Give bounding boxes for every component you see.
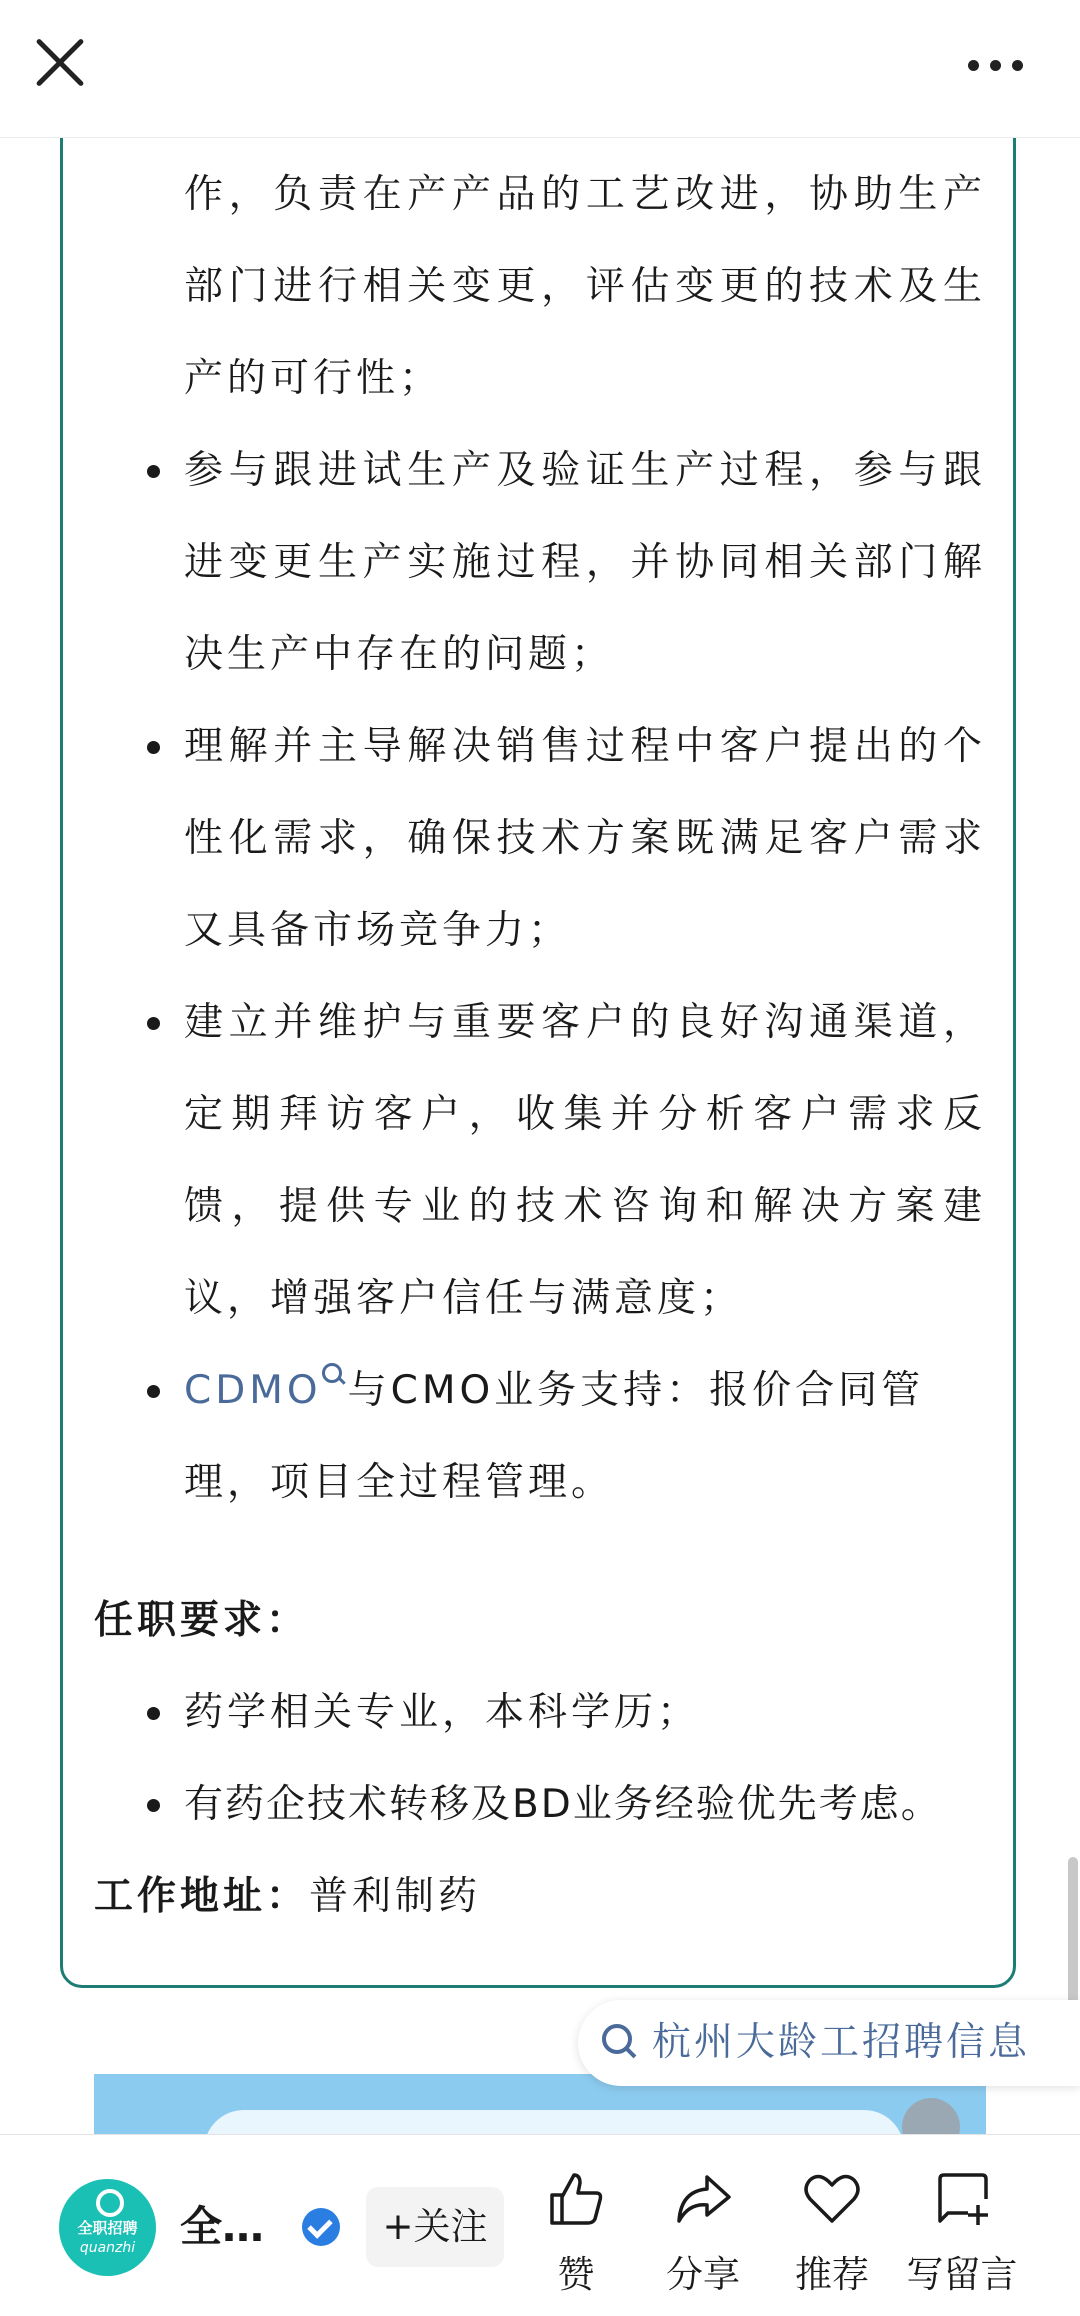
bullet-dot <box>147 1385 160 1398</box>
like-label: 赞 <box>557 2253 595 2296</box>
cloud-shape <box>204 2110 904 2134</box>
verified-icon <box>302 2208 340 2246</box>
list-item: 理解并主导解决销售过程中客户提出的个 性化需求，确保技术方案既满足客户需求 又具备市场竞争力； <box>0 701 986 977</box>
list-item: 参与跟进试生产及验证生产过程，参与跟 进变更生产实施过程，并协同相关部门解 决生产中存在的问题； <box>0 425 986 701</box>
list-item: 药学相关专业，本科学历； <box>0 1667 986 1759</box>
close-icon[interactable] <box>32 34 88 90</box>
search-icon <box>600 2022 640 2062</box>
recommend-label: 推荐 <box>795 2253 869 2296</box>
work-location <box>94 1851 481 1943</box>
requirements-list <box>0 1667 1080 1851</box>
logo-icon <box>96 2189 124 2217</box>
related-search-text: 杭州大龄工招聘信息 <box>652 2020 1031 2065</box>
list-item: 作，负责在产产品的工艺改进，协助生产 部门进行相关变更，评估变更的技术及生 产的可行性； <box>0 57 986 425</box>
location-label: 工作地址： <box>94 1874 310 1919</box>
bottom-bar <box>0 2134 1080 2316</box>
share-icon <box>673 2169 733 2229</box>
heart-icon <box>802 2169 862 2229</box>
avatar[interactable] <box>59 2179 156 2276</box>
duty-list <box>0 103 1080 1529</box>
bullet-dot <box>147 1707 160 1720</box>
account-name[interactable]: 全… <box>180 2202 265 2251</box>
share-label: 分享 <box>666 2253 740 2296</box>
search-icon[interactable] <box>322 1363 348 1389</box>
recommend-button[interactable] <box>772 2135 892 2316</box>
like-button[interactable] <box>516 2135 636 2316</box>
bullet-dot <box>147 1017 160 1030</box>
comment-button[interactable] <box>902 2135 1022 2316</box>
bullet-dot <box>147 465 160 478</box>
share-button[interactable] <box>643 2135 763 2316</box>
comment-icon <box>932 2169 992 2229</box>
location-value: 普利制药 <box>309 1874 482 1919</box>
follow-button[interactable]: +关注 <box>366 2187 504 2267</box>
link-icon[interactable] <box>902 2098 960 2134</box>
related-search-chip[interactable] <box>578 2000 1080 2086</box>
avatar-label-en: quanzhi <box>79 2240 136 2256</box>
list-item: CDMO 与CMO业务支持：报价合同管 理，项目全过程管理。 <box>0 1345 986 1529</box>
comment-label: 写留言 <box>906 2253 1018 2296</box>
list-item: 建立并维护与重要客户的良好沟通渠道， 定期拜访客户，收集并分析客户需求反 馈，提供专业的技术咨询和解决方案建 议，增强客户信任与满意度； <box>0 977 986 1345</box>
more-icon[interactable] <box>964 50 1028 80</box>
list-item: 有药企技术转移及BD业务经验优先考虑。 <box>0 1759 986 1851</box>
cdmo-link[interactable]: CDMO <box>184 1368 322 1413</box>
top-bar <box>0 0 1080 138</box>
bullet-dot <box>147 741 160 754</box>
requirements-heading: 任职要求： <box>94 1598 310 1643</box>
bullet-dot <box>147 1799 160 1812</box>
avatar-label-cn: 全职招聘 <box>77 2219 138 2237</box>
thumbs-up-icon <box>546 2169 606 2229</box>
cdmo-line-text: 与CMO业务支持：报价合同管 <box>347 1368 925 1413</box>
